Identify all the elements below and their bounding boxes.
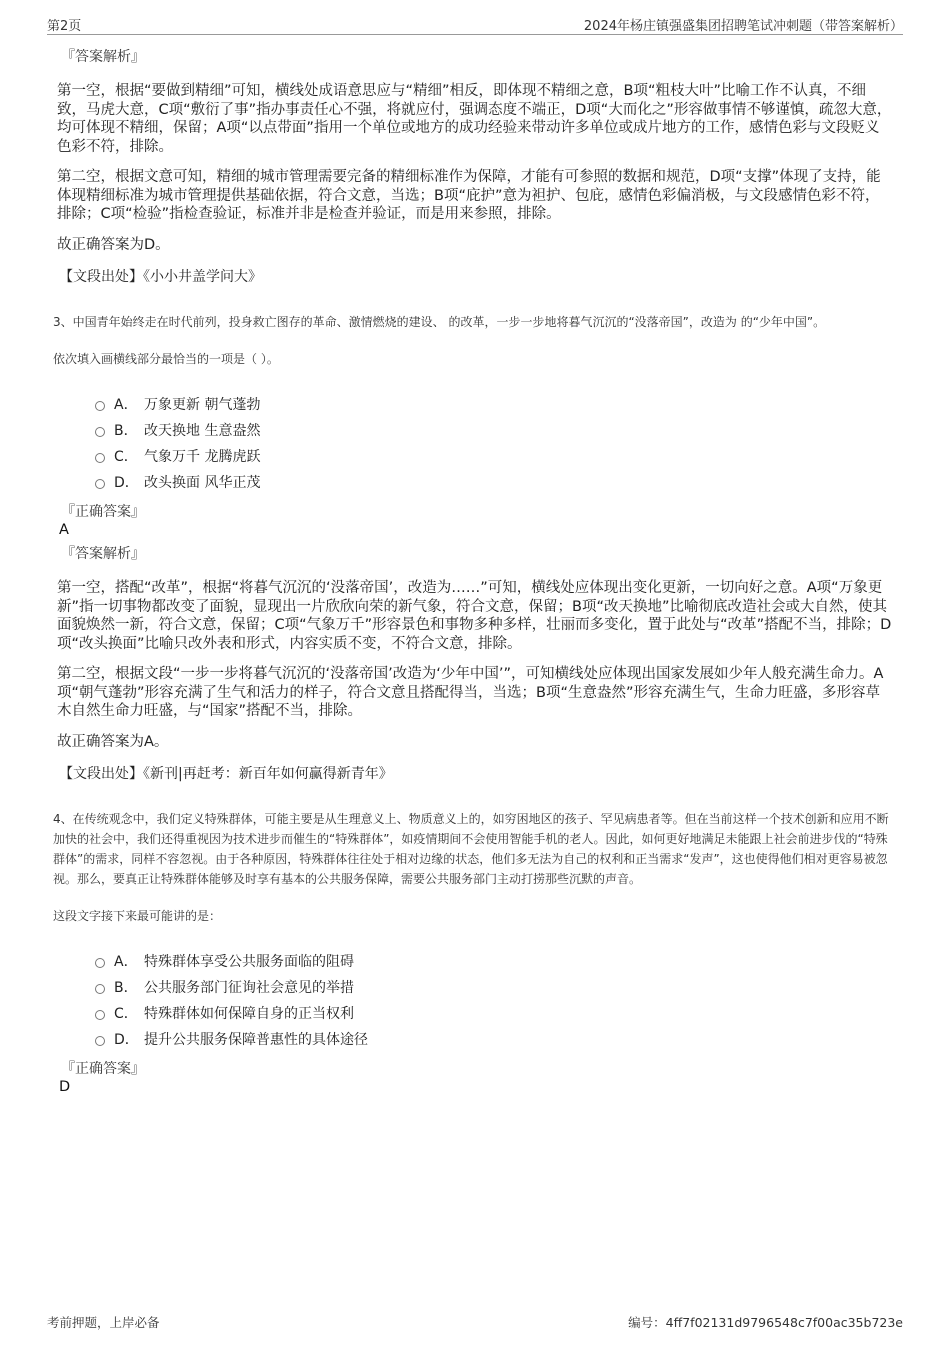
option-b[interactable] <box>95 974 893 1000</box>
option-text: 万象更新 朝气蓬勃 <box>144 397 261 413</box>
option-text: 提升公共服务保障普惠性的具体途径 <box>144 1032 368 1048</box>
passage-source: 【文段出处】《新刊|再赶考：新百年如何赢得新青年》 <box>59 766 393 782</box>
document-code: 编号：4ff7f02131d9796548c7f00ac35b723e <box>628 1315 903 1330</box>
radio-icon[interactable] <box>95 479 105 489</box>
analysis-paragraph: 第二空，根据文段“一步一步将暮气沉沉的‘没落帝国’改造为‘少年中国’”，可知横线处应体现出国家发展如少年人般充满生命力。A项“朝气蓬勃”形容充满了生气和活力的样子，符合文意且搭配得当，当选；B项“生意盎然”形容充满生气，生命力旺盛，多形容草木自然生命力旺盛，与“国家”搭配不当，排除。 <box>57 666 884 719</box>
analysis-label: 『答案解析』 <box>61 49 145 65</box>
analysis-label: 『答案解析』 <box>61 546 145 562</box>
page-header <box>47 12 903 35</box>
analysis-conclusion: 故正确答案为A。 <box>57 733 169 750</box>
option-d[interactable] <box>95 1026 893 1052</box>
analysis-conclusion: 故正确答案为D。 <box>57 236 170 253</box>
option-text: 改头换面 风华正茂 <box>144 475 261 491</box>
option-text: 改天换地 生意盎然 <box>144 423 261 439</box>
radio-icon[interactable] <box>95 427 105 437</box>
page-content <box>53 44 893 1100</box>
option-text: 气象万千 龙腾虎跃 <box>144 449 261 465</box>
option-letter: D． <box>114 475 139 491</box>
passage-source: 【文段出处】《小小井盖学问大》 <box>59 269 262 285</box>
option-letter: A． <box>114 954 138 970</box>
radio-icon[interactable] <box>95 1010 105 1020</box>
analysis-paragraph: 第一空，搭配“改革”，根据“将暮气沉沉的‘没落帝国’，改造为……”可知，横线处应体现出变化更新，一切向好之意。A项“万象更新”指一切事物都改变了面貌，显现出一片欣欣向荣的新气象，符合文意，保留；B项“改天换地”比喻彻底改造社会或大自然，使其面貌焕然一新，符合文意，保留；C项“气象万千”形容景色和事物多种多样，壮丽而多变化，置于此处与“改革”搭配不当，排除；D项“改头换面”比喻只改外表和形式，内容实质不变，不符合文意，排除。 <box>57 580 892 652</box>
radio-icon[interactable] <box>95 958 105 968</box>
document-title: 2024年杨庄镇强盛集团招聘笔试冲刺题（带答案解析） <box>583 19 903 34</box>
option-b[interactable] <box>95 417 893 443</box>
option-c[interactable] <box>95 1000 893 1026</box>
analysis-paragraph: 第一空，根据“要做到精细”可知，横线处成语意思应与“精细”相反，即体现不精细之意，B项“粗枝大叶”比喻工作不认真，不细致，马虎大意，C项“敷衍了事”指办事责任心不强，将就应付，强调态度不端正，D项“大而化之”形容做事情不够谨慎，疏忽大意，均可体现不精细，保留；A项“以点带面”指用一个单位或地方的成功经验来带动许多单位或成片地方的工作，感情色彩与文段贬义色彩不符，排除。 <box>57 83 892 155</box>
option-letter: B． <box>114 423 138 439</box>
question-prompt: 依次填入画横线部分最恰当的一项是（ ）。 <box>53 352 279 366</box>
correct-answer: A <box>59 522 69 538</box>
footer-slogan: 考前押题，上岸必备 <box>47 1315 160 1330</box>
correct-answer-label: 『正确答案』 <box>61 1061 145 1077</box>
option-list <box>95 948 893 1052</box>
option-letter: C． <box>114 449 138 465</box>
analysis-paragraph: 第二空，根据文意可知，精细的城市管理需要完备的精细标准作为保障，才能有可参照的数据和规范，D项“支撑”体现了支持，能体现精细标准为城市管理提供基础依据，符合文意，当选；B项“庇护”意为袒护、包庇，感情色彩偏消极，与文段感情色彩不符，排除；C项“检验”指检查验证，标准并非是检查并验证，而是用来参照，排除。 <box>57 169 881 222</box>
option-c[interactable] <box>95 443 893 469</box>
option-list <box>95 391 893 495</box>
option-text: 特殊群体享受公共服务面临的阻碍 <box>144 954 354 970</box>
radio-icon[interactable] <box>95 984 105 994</box>
option-a[interactable] <box>95 948 893 974</box>
correct-answer: D <box>59 1079 71 1095</box>
option-letter: B． <box>114 980 138 996</box>
option-a[interactable] <box>95 391 893 417</box>
option-letter: C． <box>114 1006 138 1022</box>
page-footer <box>47 1313 903 1331</box>
option-d[interactable] <box>95 469 893 495</box>
radio-icon[interactable] <box>95 1036 105 1046</box>
option-text: 公共服务部门征询社会意见的举措 <box>144 980 354 996</box>
page-number: 第2页 <box>47 19 82 34</box>
correct-answer-label: 『正确答案』 <box>61 504 145 520</box>
radio-icon[interactable] <box>95 401 105 411</box>
option-letter: A． <box>114 397 138 413</box>
radio-icon[interactable] <box>95 453 105 463</box>
option-text: 特殊群体如何保障自身的正当权利 <box>144 1006 354 1022</box>
option-letter: D． <box>114 1032 139 1048</box>
question-prompt: 这段文字接下来最可能讲的是： <box>53 909 222 923</box>
question-stem: 4、在传统观念中，我们定义特殊群体，可能主要是从生理意义上、物质意义上的，如穷困地区的孩子、罕见病患者等。但在当前这样一个技术创新和应用不断加快的社会中，我们还得重视因为技术进步而催生的“特殊群体”，如疫情期间不会使用智能手机的老人。因此，如何更好地满足未能跟上社会前进步伐的“特殊群体”的需求，同样不容忽视。由于各种原因，特殊群体往往处于相对边缘的状态，他们多无法为自己的权利和正当需求“发声”，这也使得他们相对更容易被忽视。那么，要真正让特殊群体能够及时享有基本的公共服务保障，需要公共服务部门主动打捞那些沉默的声音。 <box>53 812 889 886</box>
question-stem: 3、中国青年始终走在时代前列，投身救亡图存的革命、激情燃烧的建设、 的改革，一步一步地将暮气沉沉的“没落帝国”，改造为 的“少年中国”。 <box>53 315 826 329</box>
